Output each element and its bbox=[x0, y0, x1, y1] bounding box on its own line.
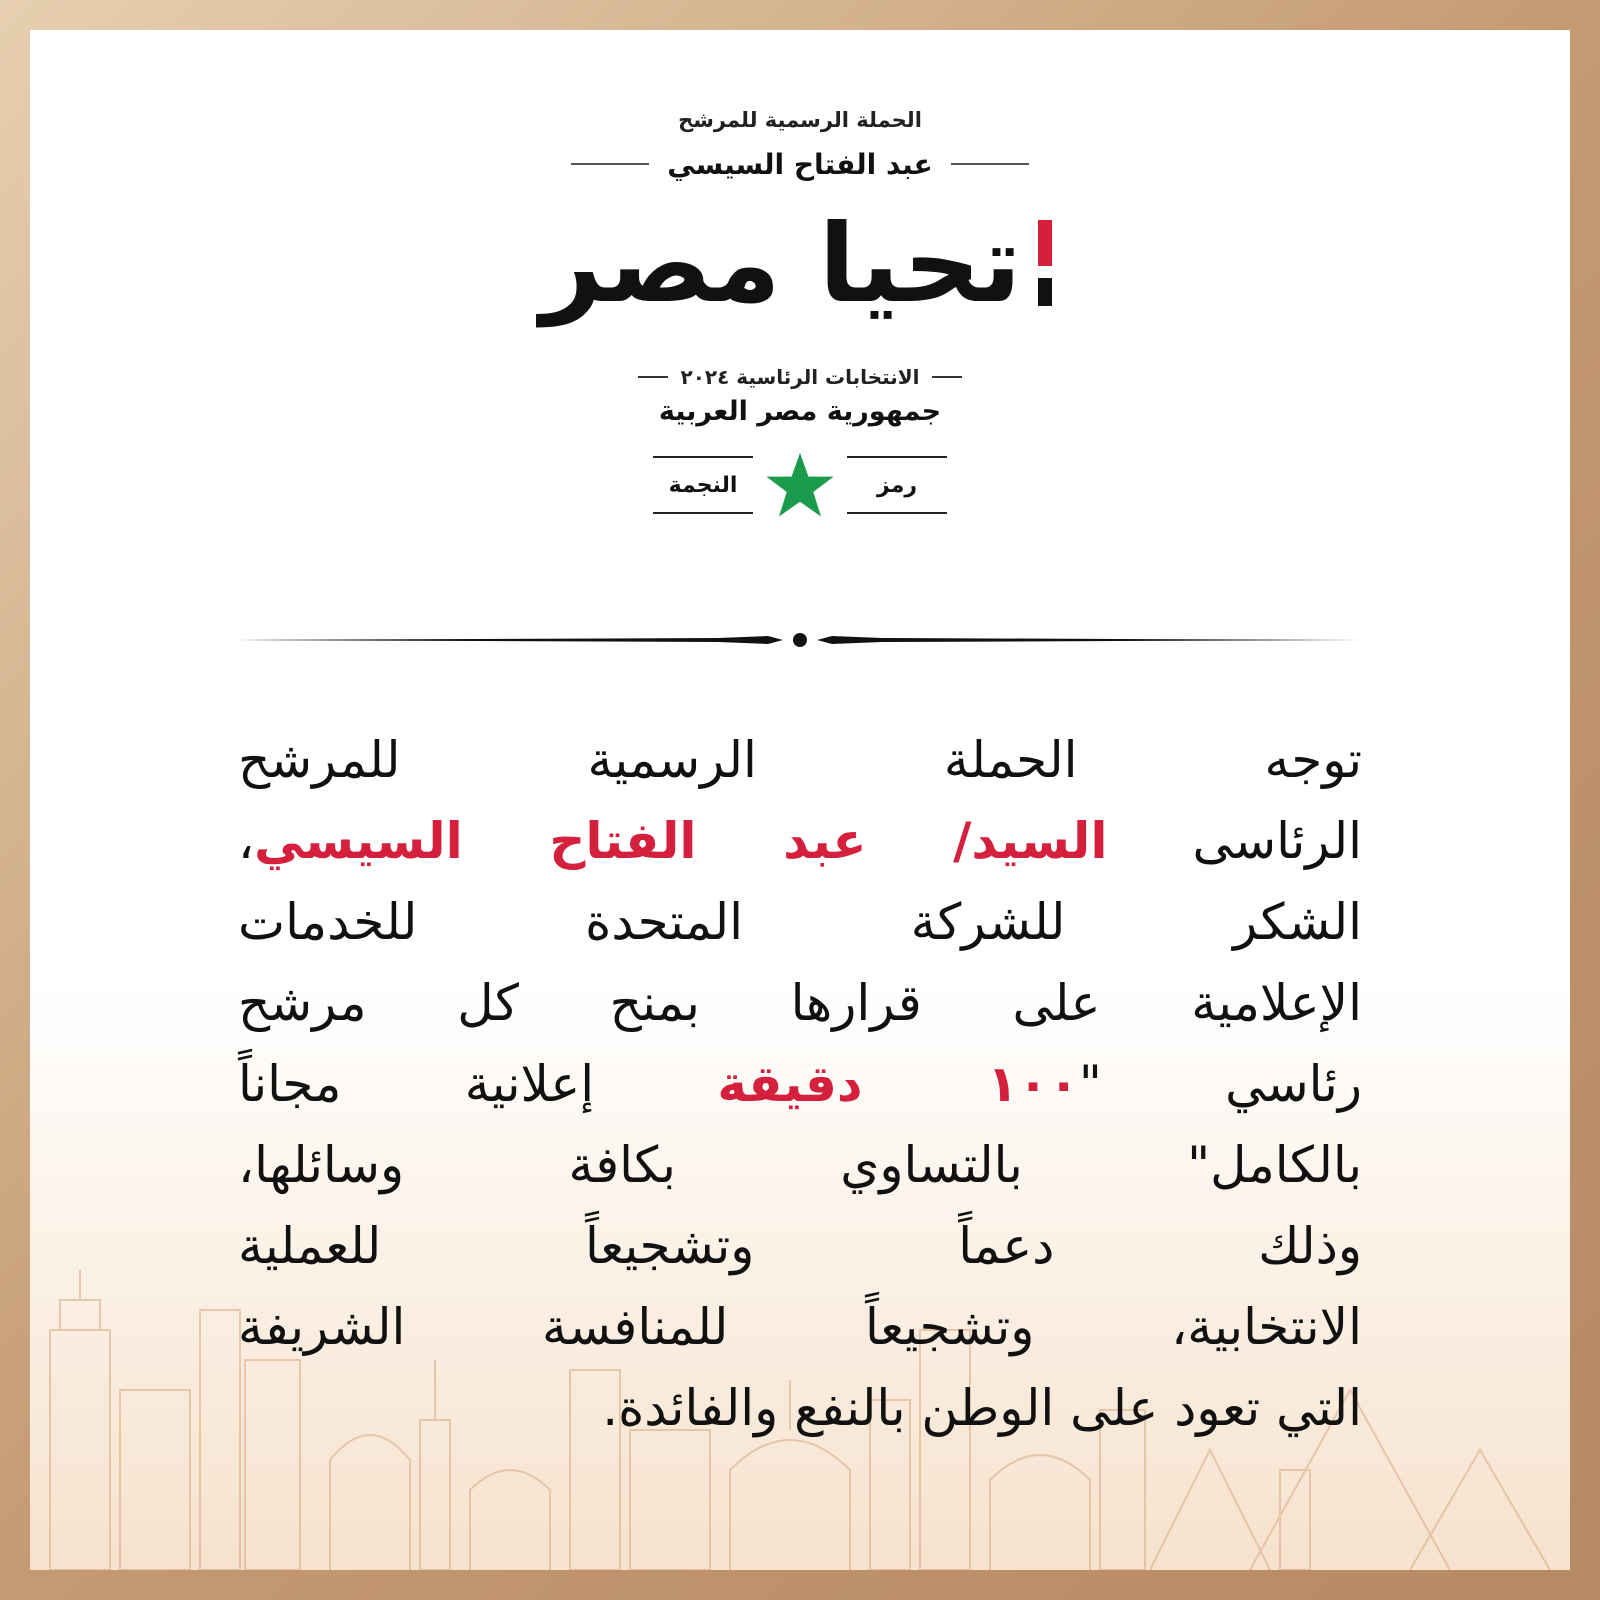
statement-line-9: التي تعود على الوطن بالنفع والفائدة. bbox=[602, 1379, 1362, 1437]
candidate-row bbox=[30, 142, 1570, 186]
minutes-highlight: ١٠٠ دقيقة bbox=[717, 1055, 1079, 1113]
campaign-line: الحملة الرسمية للمرشح bbox=[678, 108, 922, 132]
statement-line-2-end: ، bbox=[238, 812, 255, 870]
logo-mark-icon bbox=[1030, 210, 1060, 320]
candidate-name: عبد الفتاح السيسي bbox=[667, 147, 933, 181]
divider-line-left bbox=[571, 163, 649, 165]
dash-right bbox=[932, 376, 962, 378]
campaign-logo bbox=[30, 190, 1570, 340]
statement-line-6: بالكامل" بالتساوي بكافة وسائلها، bbox=[238, 1136, 1362, 1194]
elections-row bbox=[30, 362, 1570, 392]
symbol-label: رمز bbox=[847, 456, 947, 514]
statement-line-2 bbox=[238, 801, 1362, 882]
statement-text bbox=[238, 720, 1362, 1449]
poster-frame bbox=[30, 30, 1570, 1570]
electoral-symbol bbox=[30, 450, 1570, 520]
statement-line-5-end: إعلانية مجاناً bbox=[238, 1055, 595, 1113]
elections-label: الانتخابات الرئاسية ٢٠٢٤ bbox=[680, 365, 920, 389]
statement-line-2-start: الرئاسى bbox=[1192, 812, 1362, 870]
statement-line-3: الشكر للشركة المتحدة للخدمات bbox=[238, 893, 1362, 951]
statement-line-8: الانتخابية، وتشجيعاً للمنافسة الشريفة bbox=[238, 1298, 1362, 1356]
country-name: جمهورية مصر العربية bbox=[658, 396, 942, 427]
statement-line-4: الإعلامية على قرارها بمنح كل مرشح bbox=[238, 974, 1362, 1032]
star-icon bbox=[765, 450, 835, 520]
divider-line-right bbox=[951, 163, 1029, 165]
statement-line-5 bbox=[238, 1044, 1362, 1125]
statement-line-1: توجه الحملة الرسمية للمرشح bbox=[238, 731, 1362, 789]
statement-line-5-start: رئاسي " bbox=[1078, 1055, 1362, 1113]
symbol-name: النجمة bbox=[653, 456, 753, 514]
statement-line-7: وذلك دعماً وتشجيعاً للعملية bbox=[238, 1217, 1362, 1275]
candidate-highlight: السيد/ عبد الفتاح السيسي bbox=[254, 812, 1108, 870]
logo-text: تحيا مصر bbox=[540, 202, 1022, 327]
dash-left bbox=[638, 376, 668, 378]
ornamental-divider bbox=[238, 628, 1362, 652]
